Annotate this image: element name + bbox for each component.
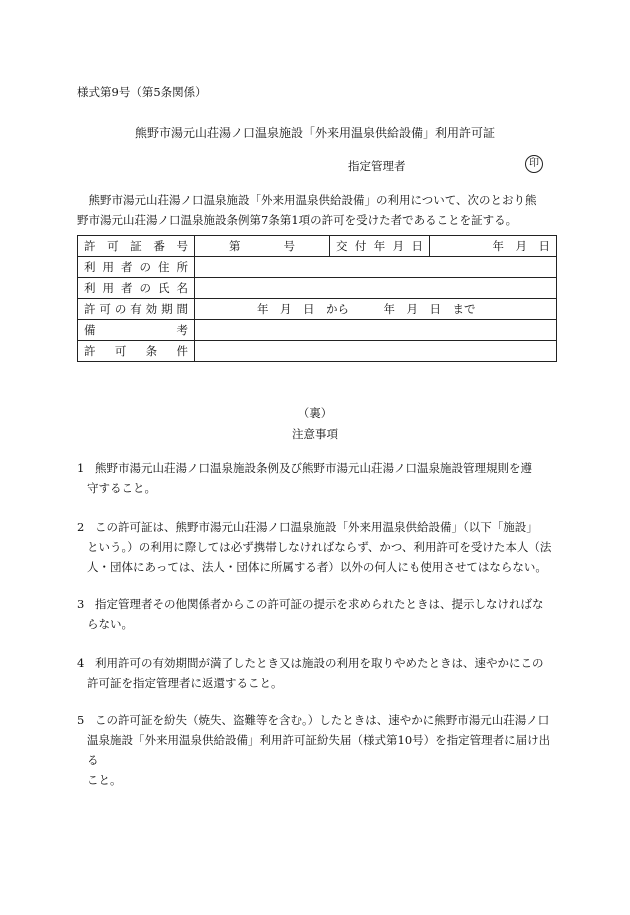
permit-number-prefix: 第 <box>229 239 241 253</box>
validity-period-value: 年 月 日 から 年 月 日 まで <box>195 299 557 320</box>
note-number: 1 <box>77 461 85 475</box>
table-row-permit-number <box>78 236 557 257</box>
note-number: 2 <box>77 520 85 534</box>
permit-table <box>77 235 557 362</box>
note-line: 許可証を指定管理者に返還すること。 <box>87 676 283 690</box>
remarks-value <box>195 320 557 341</box>
table-row-remarks <box>78 320 557 341</box>
note-line: この許可証は、熊野市湯元山荘湯ノ口温泉施設「外来用温泉供給設備」（以下「施設」 <box>95 520 538 534</box>
document-title: 熊野市湯元山荘湯ノ口温泉施設「外来用温泉供給設備」利用許可証 <box>134 126 495 140</box>
note-line: 人・団体にあっては、法人・団体に所属する者）以外の何人にも使用させてはならない。 <box>87 560 547 574</box>
user-name-value <box>195 278 557 299</box>
note-line: 守すること。 <box>87 481 156 495</box>
designated-manager-label: 指定管理者 <box>348 159 406 173</box>
note-number: 5 <box>77 713 85 727</box>
note-line: 利用許可の有効期間が満了したとき又は施設の利用を取りやめたときは、速やかにこの <box>95 656 544 670</box>
remarks-label: 備考 <box>78 320 195 341</box>
table-row-validity <box>78 299 557 320</box>
user-address-label: 利用者の住所 <box>78 257 195 278</box>
note-line: この許可証を紛失（焼失、盗難等を含む。）したときは、速やかに熊野市湯元山荘湯ノ口 <box>95 713 550 727</box>
conditions-value <box>195 341 557 362</box>
note-item <box>77 458 557 498</box>
conditions-label: 許可条件 <box>78 341 195 362</box>
note-item <box>77 594 557 634</box>
note-line: こと。 <box>87 773 122 787</box>
table-row-name <box>78 278 557 299</box>
user-name-label: 利用者の氏名 <box>78 278 195 299</box>
validity-period-label: 許可の有効期間 <box>78 299 195 320</box>
intro-text <box>77 190 557 230</box>
note-line: 熊野市湯元山荘湯ノ口温泉施設条例及び熊野市湯元山荘湯ノ口温泉施設管理規則を遵 <box>95 461 532 475</box>
note-item <box>77 710 557 790</box>
notes-title: 注意事項 <box>292 427 338 441</box>
note-item <box>77 517 557 577</box>
form-number: 様式第9号（第5条関係） <box>77 85 207 99</box>
note-line: 温泉施設「外来用温泉供給設備」利用許可証紛失届（様式第10号）を指定管理者に届け出る <box>87 733 551 767</box>
seal-mark: 印 <box>525 155 543 173</box>
intro-line-1: 熊野市湯元山荘湯ノ口温泉施設「外来用温泉供給設備」の利用について、次のとおり熊 <box>88 193 537 207</box>
note-line: 指定管理者その他関係者からこの許可証の提示を求められたときは、提示しなければな <box>95 597 544 611</box>
note-number: 4 <box>77 656 85 670</box>
note-line: らない。 <box>87 617 133 631</box>
issue-date-label: 交付年月日 <box>330 236 430 257</box>
note-number: 3 <box>77 597 85 611</box>
table-row-address <box>78 257 557 278</box>
back-side-label: （裏） <box>297 406 333 420</box>
note-line: という。）の利用に際しては必ず携帯しなければならず、かつ、利用許可を受けた本人（法 <box>87 540 552 554</box>
permit-number-suffix: 号 <box>283 239 295 253</box>
permit-number-label: 許可証番号 <box>78 236 195 257</box>
issue-date-value: 年 月 日 <box>430 236 557 257</box>
permit-number-value <box>195 236 330 257</box>
note-item <box>77 653 557 693</box>
table-row-conditions <box>78 341 557 362</box>
intro-line-2: 野市湯元山荘湯ノ口温泉施設条例第7条第1項の許可を受けた者であることを証する。 <box>77 213 518 227</box>
user-address-value <box>195 257 557 278</box>
